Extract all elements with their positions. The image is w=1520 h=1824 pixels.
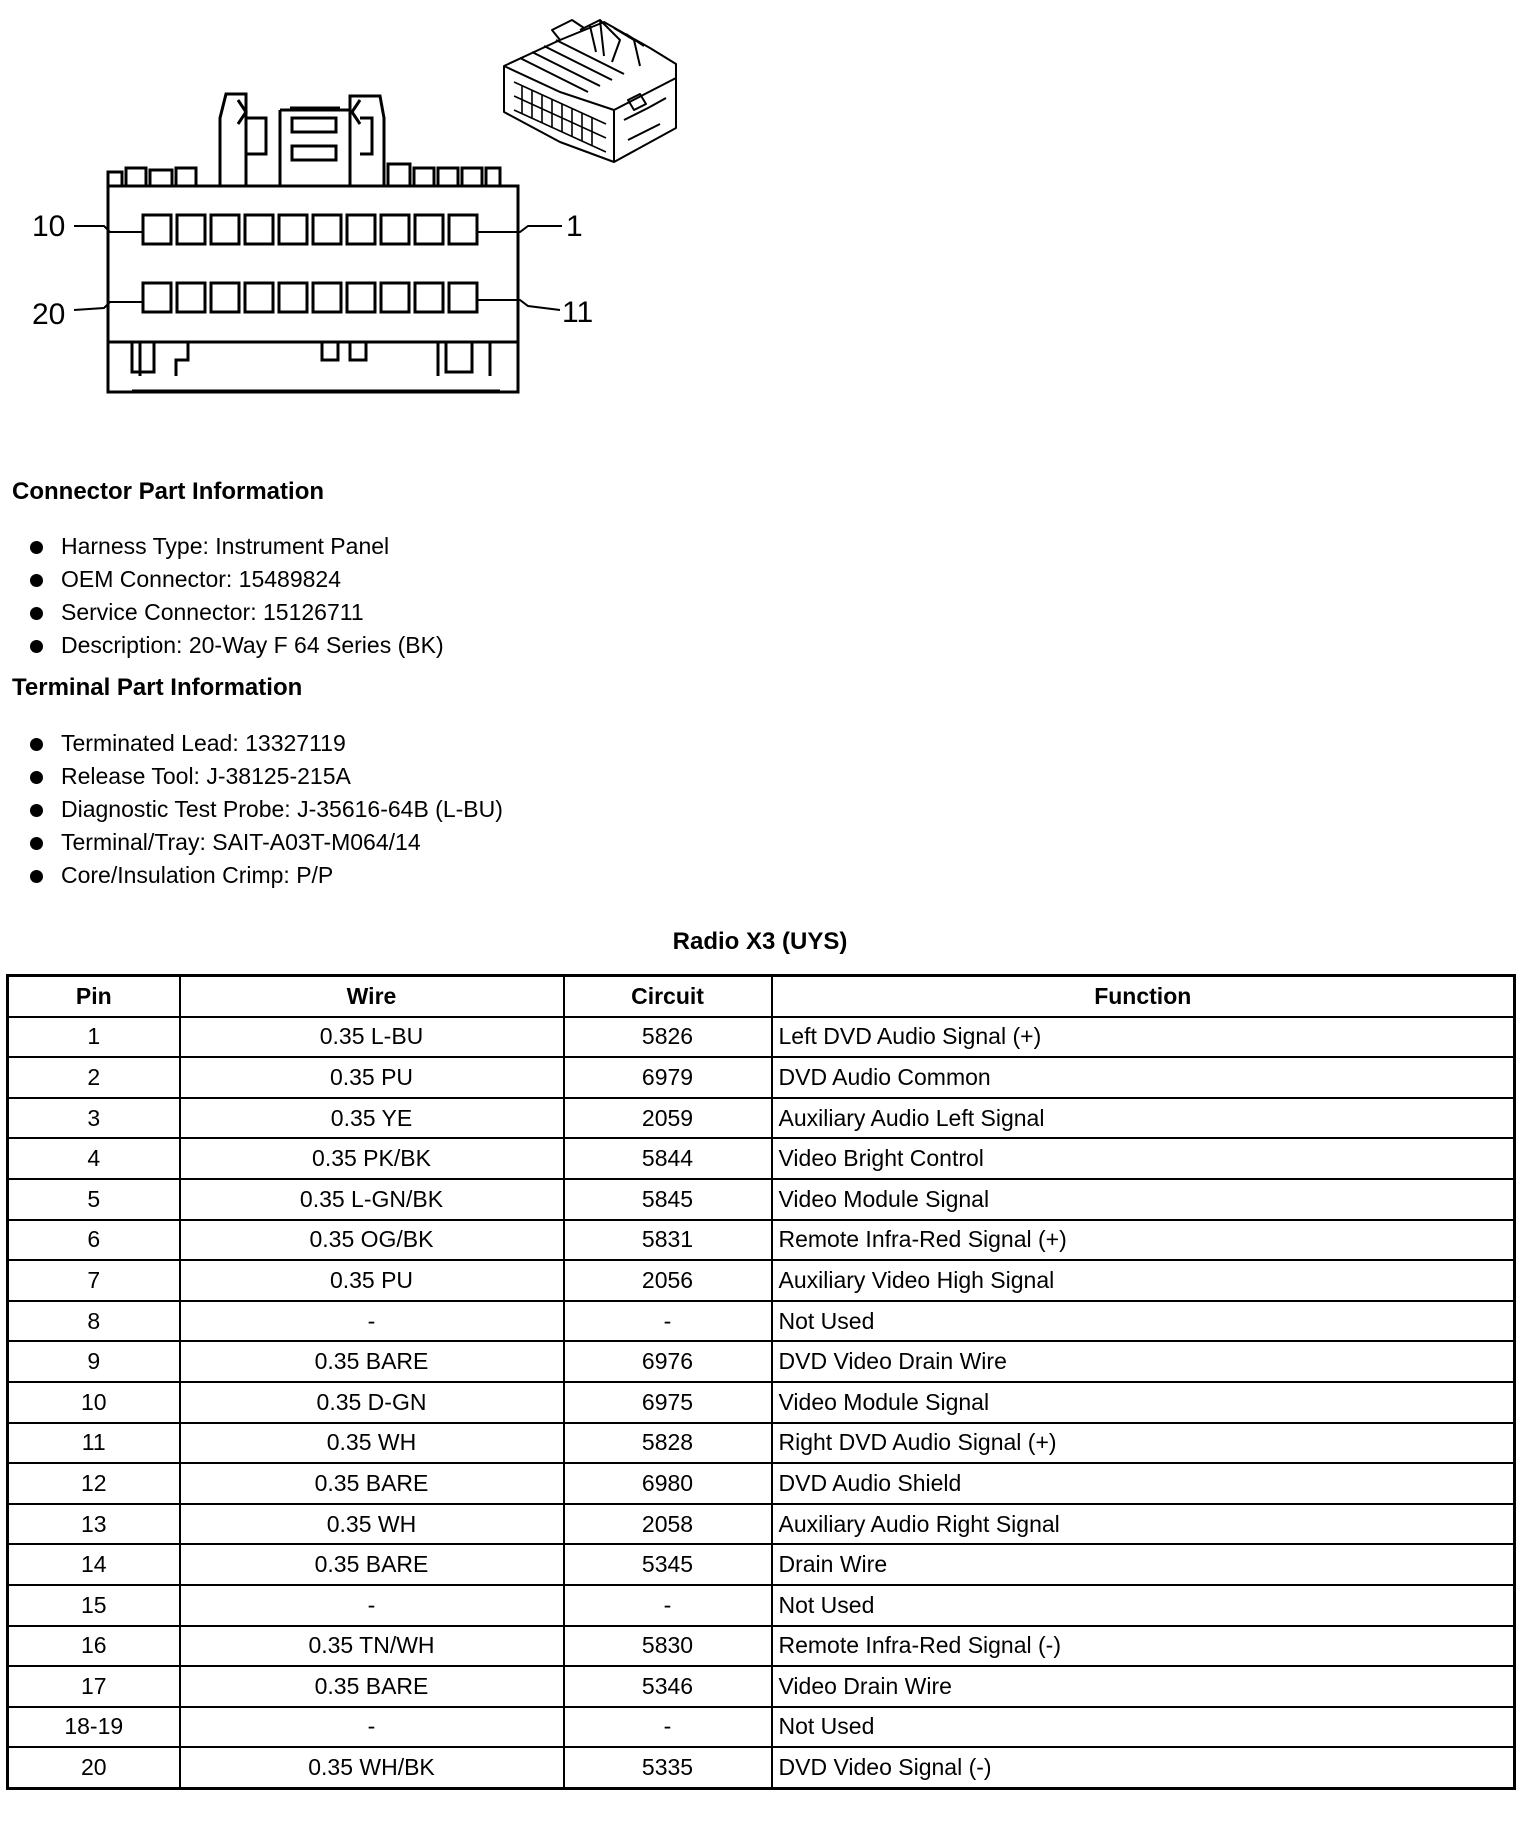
pin-cell: 16 [8,1626,180,1667]
circuit-cell: 5844 [564,1138,772,1179]
function-cell: Auxiliary Audio Right Signal [772,1504,1515,1545]
column-header-pin: Pin [8,976,180,1017]
table-title: Radio X3 (UYS) [672,928,848,955]
wire-cell: 0.35 PU [180,1057,564,1098]
list-item-text: Service Connector: 15126711 [61,599,364,625]
list-item-text: Release Tool: J-38125-215A [61,763,351,789]
table-row [8,1301,1515,1342]
bullet-icon [30,804,43,817]
pin-cell: 11 [8,1423,180,1464]
circuit-cell: 6980 [564,1463,772,1504]
function-cell: Right DVD Audio Signal (+) [772,1423,1515,1464]
wire-cell: 0.35 BARE [180,1463,564,1504]
pin-cell: 13 [8,1504,180,1545]
circuit-cell: 5335 [564,1747,772,1788]
function-cell: Auxiliary Video High Signal [772,1260,1515,1301]
pin-label-11: 11 [562,296,594,329]
circuit-cell: - [564,1585,772,1626]
function-cell: DVD Audio Shield [772,1463,1515,1504]
table-row [8,1423,1515,1464]
function-cell: Video Module Signal [772,1179,1515,1220]
pin-cell: 2 [8,1057,180,1098]
pinout-table [6,974,1516,1790]
terminal-part-info-heading: Terminal Part Information [12,674,303,701]
bullet-icon [30,870,43,883]
circuit-cell: 5830 [564,1626,772,1667]
column-header-function: Function [772,976,1515,1017]
pin-cell: 4 [8,1138,180,1179]
bullet-icon [30,574,43,587]
bullet-icon [30,837,43,850]
wire-cell: - [180,1707,564,1748]
wire-cell: 0.35 PU [180,1260,564,1301]
table-row [8,1666,1515,1707]
function-cell: Remote Infra-Red Signal (-) [772,1626,1515,1667]
wire-cell: 0.35 YE [180,1098,564,1139]
pin-label-10: 10 [32,210,66,243]
table-row [8,1747,1515,1788]
function-cell: Not Used [772,1301,1515,1342]
bullet-icon [30,738,43,751]
wire-cell: 0.35 TN/WH [180,1626,564,1667]
pin-cell: 15 [8,1585,180,1626]
circuit-cell: 5845 [564,1179,772,1220]
circuit-cell: 5831 [564,1220,772,1261]
cavity-row-top [143,215,477,244]
wire-cell: 0.35 WH [180,1423,564,1464]
pin-cell: 17 [8,1666,180,1707]
wire-cell: - [180,1301,564,1342]
list-item [28,793,503,826]
function-cell: Remote Infra-Red Signal (+) [772,1220,1515,1261]
wire-cell: 0.35 D-GN [180,1382,564,1423]
connector-part-info-heading: Connector Part Information [12,478,325,505]
list-item-text: Terminated Lead: 13327119 [61,730,346,756]
table-row [8,1138,1515,1179]
pin-cell: 5 [8,1179,180,1220]
pin-cell: 6 [8,1220,180,1261]
wire-cell: 0.35 L-GN/BK [180,1179,564,1220]
function-cell: Video Module Signal [772,1382,1515,1423]
connector-diagram [0,0,720,440]
column-header-wire: Wire [180,976,564,1017]
circuit-cell: 2056 [564,1260,772,1301]
circuit-cell: 5346 [564,1666,772,1707]
pin-cell: 14 [8,1544,180,1585]
function-cell: Drain Wire [772,1544,1515,1585]
pin-cell: 10 [8,1382,180,1423]
function-cell: Video Bright Control [772,1138,1515,1179]
circuit-cell: - [564,1707,772,1748]
circuit-cell: 5345 [564,1544,772,1585]
list-item-text: Description: 20-Way F 64 Series (BK) [61,632,444,658]
wire-cell: 0.35 BARE [180,1666,564,1707]
list-item-text: Diagnostic Test Probe: J-35616-64B (L-BU) [61,796,503,822]
table-row [8,1585,1515,1626]
function-cell: DVD Video Drain Wire [772,1341,1515,1382]
pin-label-1: 1 [566,210,583,243]
table-row [8,1504,1515,1545]
circuit-cell: - [564,1301,772,1342]
connector-part-info-list [28,530,444,662]
table-row [8,1057,1515,1098]
table-row [8,1098,1515,1139]
list-item [28,727,503,760]
pin-cell: 18-19 [8,1707,180,1748]
pin-cell: 9 [8,1341,180,1382]
column-header-circuit: Circuit [564,976,772,1017]
function-cell: DVD Audio Common [772,1057,1515,1098]
wire-cell: 0.35 PK/BK [180,1138,564,1179]
wire-cell: 0.35 WH/BK [180,1747,564,1788]
circuit-cell: 6976 [564,1341,772,1382]
table-row [8,1220,1515,1261]
list-item [28,530,444,563]
bullet-icon [30,607,43,620]
list-item [28,859,503,892]
pin-cell: 1 [8,1017,180,1058]
function-cell: Video Drain Wire [772,1666,1515,1707]
list-item-text: OEM Connector: 15489824 [61,566,342,592]
list-item-text: Terminal/Tray: SAIT-A03T-M064/14 [61,829,421,855]
bullet-icon [30,640,43,653]
list-item [28,826,503,859]
wire-cell: - [180,1585,564,1626]
wire-cell: 0.35 L-BU [180,1017,564,1058]
table-row [8,1382,1515,1423]
terminal-part-info-list [28,727,503,892]
table-row [8,1626,1515,1667]
table-row [8,1260,1515,1301]
pin-cell: 7 [8,1260,180,1301]
circuit-cell: 6979 [564,1057,772,1098]
wire-cell: 0.35 BARE [180,1341,564,1382]
list-item-text: Harness Type: Instrument Panel [61,533,390,559]
pin-cell: 12 [8,1463,180,1504]
list-item [28,760,503,793]
circuit-cell: 6975 [564,1382,772,1423]
connector-isometric-illustration [504,20,676,162]
pin-cell: 8 [8,1301,180,1342]
table-header-row [8,976,1515,1017]
table-row [8,1341,1515,1382]
table-row [8,1017,1515,1058]
cavity-row-bottom [143,283,477,312]
function-cell: Left DVD Audio Signal (+) [772,1017,1515,1058]
list-item [28,596,444,629]
function-cell: Not Used [772,1707,1515,1748]
pin-cell: 3 [8,1098,180,1139]
circuit-cell: 5828 [564,1423,772,1464]
function-cell: DVD Video Signal (-) [772,1747,1515,1788]
pin-cell: 20 [8,1747,180,1788]
table-row [8,1463,1515,1504]
function-cell: Not Used [772,1585,1515,1626]
table-row [8,1707,1515,1748]
wire-cell: 0.35 OG/BK [180,1220,564,1261]
circuit-cell: 2058 [564,1504,772,1545]
table-row [8,1544,1515,1585]
table-row [8,1179,1515,1220]
circuit-cell: 5826 [564,1017,772,1058]
list-item [28,629,444,662]
wire-cell: 0.35 WH [180,1504,564,1545]
pin-label-20: 20 [32,298,66,331]
circuit-cell: 2059 [564,1098,772,1139]
list-item-text: Core/Insulation Crimp: P/P [61,862,334,888]
bullet-icon [30,771,43,784]
wire-cell: 0.35 BARE [180,1544,564,1585]
list-item [28,563,444,596]
bullet-icon [30,541,43,554]
function-cell: Auxiliary Audio Left Signal [772,1098,1515,1139]
